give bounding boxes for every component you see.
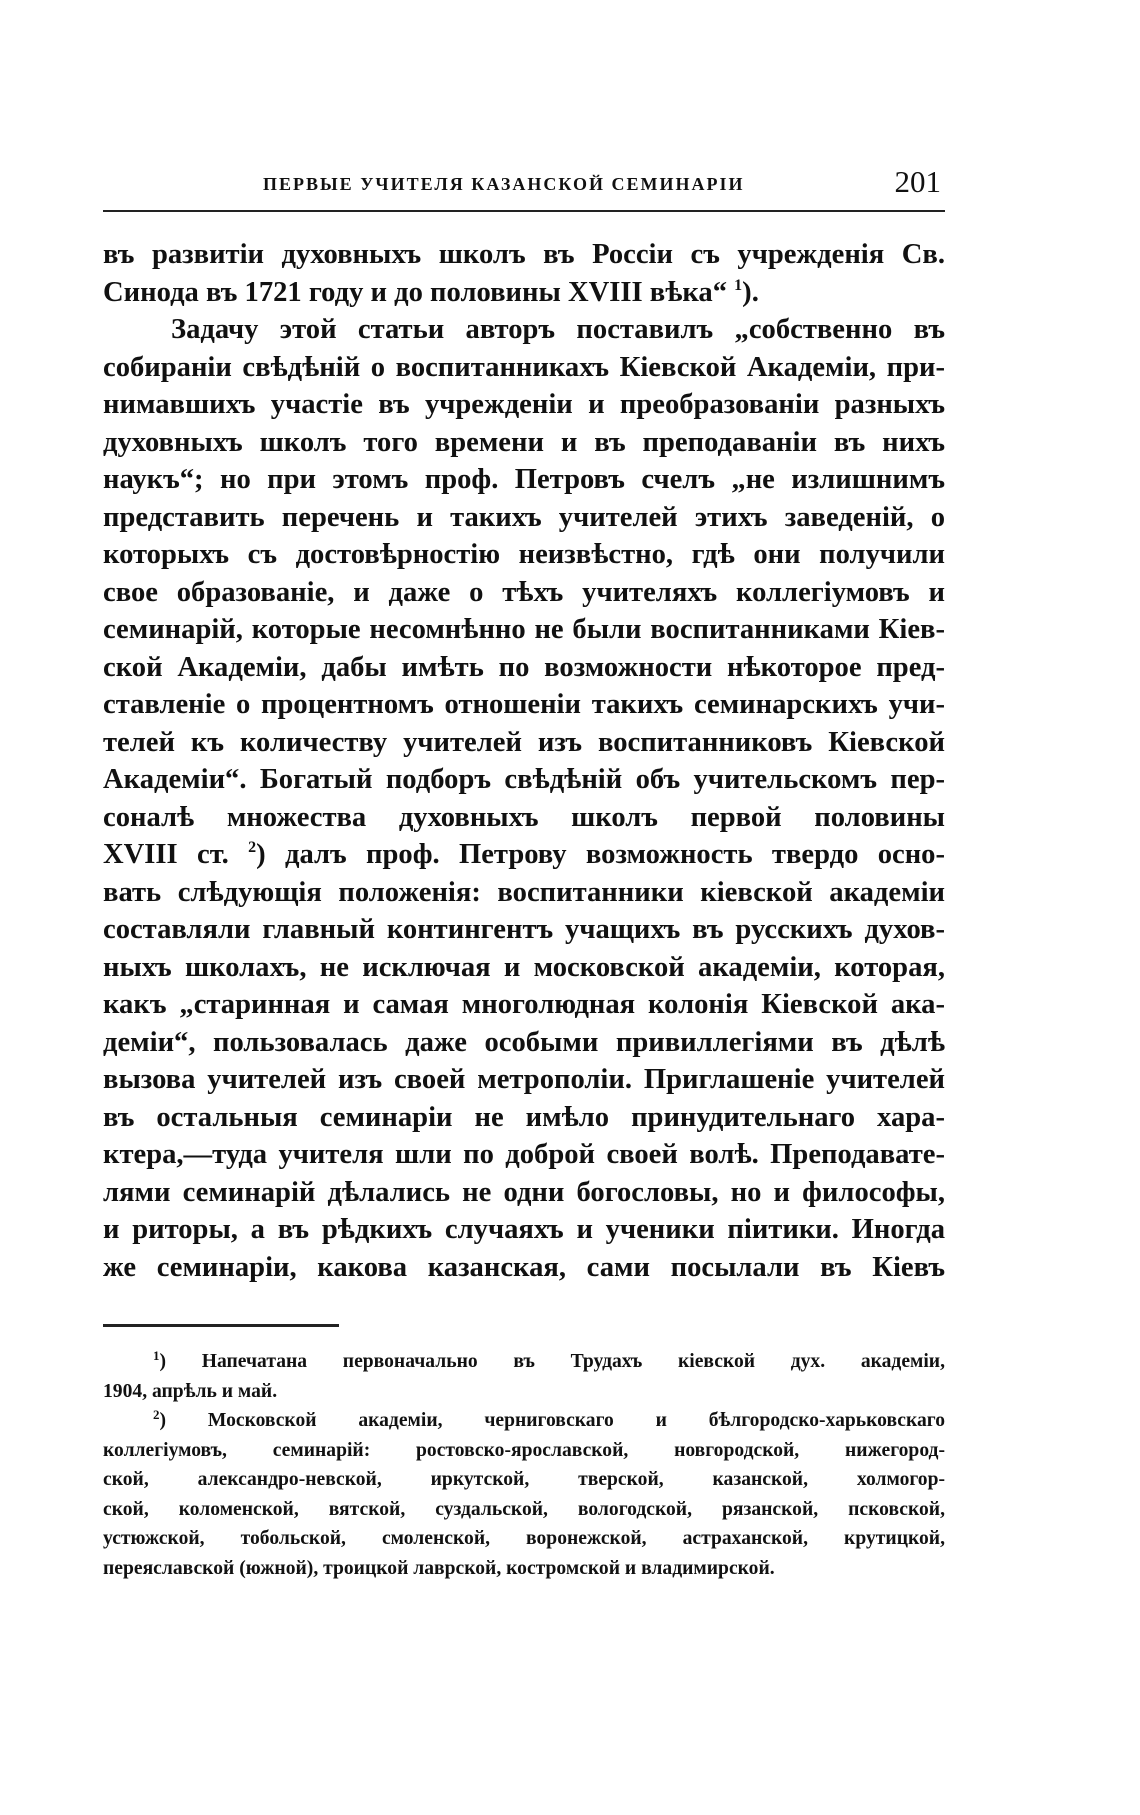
footnote-1-line: 1904, апрѣль и май. — [103, 1380, 278, 1402]
text-line: какъ „старинная и самая многолюдная колонія Кіевской ака- — [103, 989, 945, 1020]
text-line: Задачу этой статьи авторъ поставилъ „собственно въ — [171, 314, 945, 345]
text-line: ныхъ школахъ, не исключая и московской академіи, которая, — [103, 951, 945, 983]
text-line: нимавшихъ участіе въ учрежденіи и преобразованіи разныхъ — [103, 389, 945, 420]
text-line-tail: ) — [256, 839, 285, 870]
text-line-part: далъ проф. Петрову возможность твердо осно- — [284, 839, 945, 870]
footnote-text: ) Московской академіи, черниговскаго и бѣлгородско-харьковскаго — [159, 1410, 945, 1431]
text-line: наукъ“; но при этомъ проф. Петровъ счелъ „не излишнимъ — [103, 464, 945, 495]
page-header — [103, 160, 945, 212]
footnote-1-mark: 1 — [153, 1348, 160, 1363]
text-line: Академіи“. Богатый подборъ свѣдѣній объ учительскомъ пер- — [103, 764, 945, 795]
footnote-2-line: переяславской (южной), троицкой лаврской, костромской и владимирской. — [103, 1557, 775, 1579]
footnote-2-line: устюжской, тобольской, смоленской, воронежской, астраханской, крутицкой, — [103, 1528, 945, 1549]
footnote-ref-2: 2 — [248, 839, 257, 856]
footnote-divider — [103, 1324, 339, 1327]
text-line: въ остальныя семинаріи не имѣло принудительнаго хара- — [103, 1101, 945, 1133]
text-line: свое образованіе, и даже о тѣхъ учителяхъ коллегіумовъ и — [103, 576, 945, 608]
text-line: представить перечень и такихъ учителей этихъ заведеній, о — [103, 501, 945, 533]
main-text — [103, 236, 945, 1286]
footnote-2-line — [103, 1406, 945, 1436]
footnote-2-line: коллегіумовъ, семинарій: ростовско-ярославской, новгородской, нижегород- — [103, 1439, 945, 1461]
text-line: ской Академіи, дабы имѣть по возможности нѣкоторое пред- — [103, 651, 945, 683]
text-line-part: Синода въ 1721 году и до половины XVIII вѣка“ — [103, 276, 728, 308]
text-line: же семинаріи, какова казанская, сами посылали въ Кіевъ — [103, 1251, 945, 1283]
footnote-2-line: ской, александро-невской, иркутской, тверской, казанской, холмогор- — [103, 1469, 945, 1490]
footnote-text: ) Напечатана первоначально въ Трудахъ кіевской дух. академіи, — [159, 1351, 945, 1372]
footnote-2-mark: 2 — [153, 1407, 160, 1422]
text-line: ставленіе о процентномъ отношеніи такихъ семинарскихъ учи- — [103, 689, 945, 720]
text-line: составляли главный контингентъ учащихъ въ русскихъ духов- — [103, 914, 945, 945]
text-line: деміи“, пользовалась даже особыми привиллегіями въ дѣлѣ — [103, 1026, 945, 1058]
text-line: которыхъ съ достовѣрностію неизвѣстно, гдѣ они получили — [103, 539, 945, 570]
text-line: телей къ количеству учителей изъ воспитанниковъ Кіевской — [103, 726, 945, 758]
footnote-1-line — [103, 1347, 945, 1377]
text-line: въ развитіи духовныхъ школъ въ Россіи съ учрежденія Св. — [103, 239, 945, 270]
text-line: собираніи свѣдѣній о воспитанникахъ Кіевской Академіи, при- — [103, 351, 945, 383]
text-line: ктера,—туда учителя шли по доброй своей волѣ. Преподавате- — [103, 1139, 945, 1170]
page-number: 201 — [894, 164, 941, 199]
footnotes — [103, 1347, 945, 1583]
text-line — [103, 836, 945, 874]
running-head: ПЕРВЫЕ УЧИТЕЛЯ КАЗАНСКОЙ СЕМИНАРІИ — [263, 174, 745, 194]
text-line: соналѣ множества духовныхъ школъ первой половины — [103, 801, 945, 833]
text-line: лями семинарій дѣлались не одни богословы, но и философы, — [103, 1176, 945, 1208]
text-line-part: XVIII ст. — [103, 839, 229, 870]
footnote-ref-1: 1 — [734, 276, 743, 294]
text-line: семинарій, которые несомнѣнно не были воспитанниками Кіев- — [103, 614, 945, 645]
text-line: вызова учителей изъ своей метрополіи. Приглашеніе учителей — [103, 1064, 945, 1095]
text-line — [103, 274, 945, 312]
book-page — [103, 160, 945, 1583]
text-line: и риторы, а въ рѣдкихъ случаяхъ и ученики піитики. Иногда — [103, 1214, 945, 1245]
text-line: вать слѣдующія положенія: воспитанники кіевской академіи — [103, 876, 945, 908]
text-line-tail: ). — [742, 276, 759, 308]
footnote-2-line: ской, коломенской, вятской, суздальской, вологодской, рязанской, псковской, — [103, 1498, 945, 1520]
text-line: духовныхъ школъ того времени и въ преподаваніи въ нихъ — [103, 426, 945, 458]
